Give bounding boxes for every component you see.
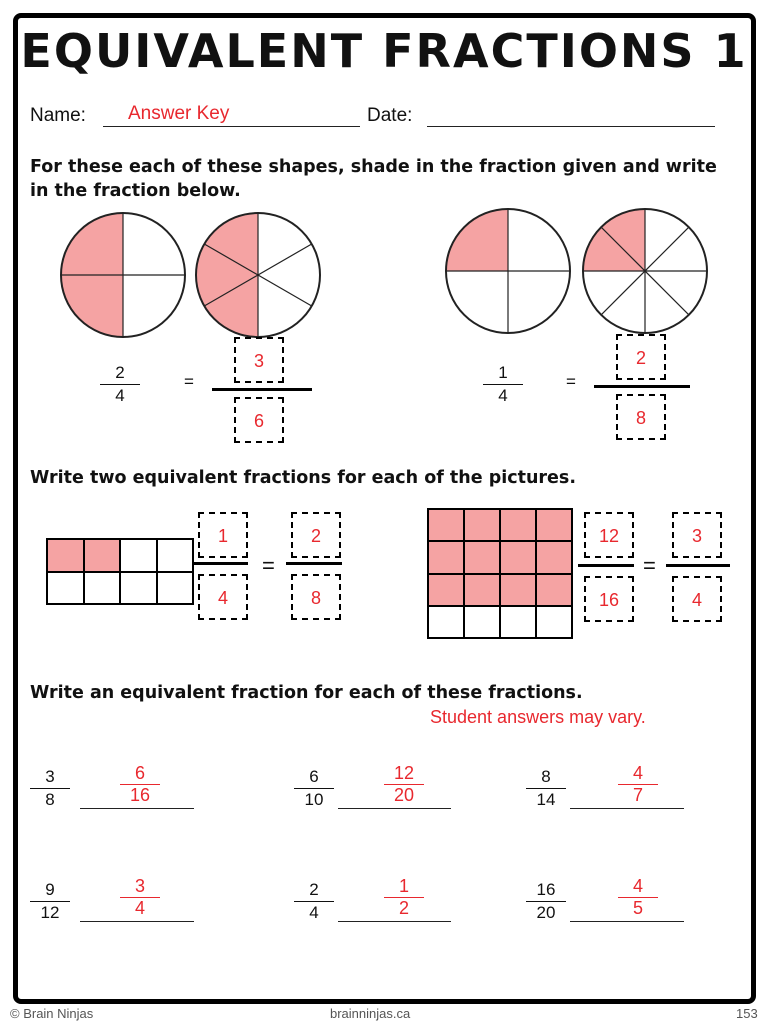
circle-fourths bbox=[61, 213, 185, 337]
given-denominator: 4 bbox=[498, 386, 508, 405]
question-denominator: 10 bbox=[304, 790, 324, 809]
answer-fraction bbox=[384, 876, 424, 919]
question-numerator: 16 bbox=[526, 879, 566, 902]
question-fraction bbox=[294, 879, 334, 924]
question-denominator: 8 bbox=[45, 790, 55, 809]
given-numerator: 2 bbox=[100, 362, 140, 385]
answer-denominator-box[interactable]: 4 bbox=[672, 576, 722, 622]
circle-quarter bbox=[446, 209, 570, 333]
given-fraction bbox=[100, 362, 140, 407]
square-sixteenths bbox=[427, 508, 573, 639]
given-fraction bbox=[483, 362, 523, 407]
answer-numerator-box[interactable]: 2 bbox=[616, 334, 666, 380]
answer-numerator-box[interactable]: 2 bbox=[291, 512, 341, 558]
circles-quarter-eighths bbox=[440, 204, 720, 339]
fraction-bar bbox=[192, 562, 248, 565]
answer-denominator-box[interactable]: 6 bbox=[234, 397, 284, 443]
question-fraction bbox=[294, 766, 334, 811]
answer-fraction bbox=[120, 876, 160, 919]
answer-denominator-box[interactable]: 8 bbox=[616, 394, 666, 440]
question-denominator: 14 bbox=[536, 790, 556, 809]
fraction-bar bbox=[212, 388, 312, 391]
question-numerator: 9 bbox=[30, 879, 70, 902]
question-fraction bbox=[30, 879, 70, 924]
footer-copyright: © Brain Ninjas bbox=[10, 1006, 94, 1021]
fraction-bar bbox=[578, 564, 634, 567]
section2-instruction: Write two equivalent fractions for each of the pictures. bbox=[30, 468, 576, 488]
footer-website[interactable]: brainninjas.ca bbox=[330, 1006, 411, 1021]
fraction-bar bbox=[594, 385, 690, 388]
answer-denominator: 2 bbox=[398, 898, 409, 918]
answer-numerator: 4 bbox=[618, 876, 658, 898]
equals-sign: = bbox=[262, 553, 275, 578]
question-numerator: 8 bbox=[526, 766, 566, 789]
question-denominator: 20 bbox=[536, 903, 556, 922]
name-value: Answer Key bbox=[128, 103, 230, 124]
answer-fraction bbox=[618, 876, 658, 919]
answer-numerator: 12 bbox=[384, 763, 424, 785]
answer-denominator-box[interactable]: 16 bbox=[584, 576, 634, 622]
fraction-bar bbox=[286, 562, 342, 565]
section3-instruction: Write an equivalent fraction for each of these fractions. bbox=[30, 683, 583, 703]
answer-numerator: 1 bbox=[384, 876, 424, 898]
equals-sign: = bbox=[184, 372, 194, 391]
answer-denominator-box[interactable]: 4 bbox=[198, 574, 248, 620]
section1-instruction: For these each of these shapes, shade in the fraction given and write in the fraction below. bbox=[30, 157, 717, 201]
question-fraction bbox=[526, 766, 566, 811]
answer-denominator-box[interactable]: 8 bbox=[291, 574, 341, 620]
answer-denominator: 7 bbox=[632, 785, 643, 805]
answer-numerator: 3 bbox=[120, 876, 160, 898]
question-numerator: 2 bbox=[294, 879, 334, 902]
given-denominator: 4 bbox=[115, 386, 125, 405]
answer-numerator-box[interactable]: 12 bbox=[584, 512, 634, 558]
page-title: EQUIVALENT FRACTIONS 1 bbox=[20, 24, 748, 78]
date-field[interactable] bbox=[427, 104, 715, 127]
answer-denominator: 16 bbox=[129, 785, 151, 805]
answer-numerator-box[interactable]: 3 bbox=[234, 337, 284, 383]
answers-note: Student answers may vary. bbox=[430, 707, 646, 727]
answer-numerator: 6 bbox=[120, 763, 160, 785]
fraction-bar bbox=[666, 564, 730, 567]
name-label: Name: bbox=[30, 105, 86, 126]
answer-denominator: 20 bbox=[393, 785, 415, 805]
rectangle-eighths bbox=[46, 538, 194, 605]
answer-numerator-box[interactable]: 1 bbox=[198, 512, 248, 558]
answer-fraction bbox=[618, 763, 658, 806]
answer-numerator: 4 bbox=[618, 763, 658, 785]
answer-fraction bbox=[384, 763, 424, 806]
answer-fraction bbox=[120, 763, 160, 806]
question-denominator: 12 bbox=[40, 903, 60, 922]
given-numerator: 1 bbox=[483, 362, 523, 385]
answer-denominator: 5 bbox=[632, 898, 643, 918]
equals-sign: = bbox=[566, 372, 576, 391]
question-denominator: 4 bbox=[309, 903, 319, 922]
answer-numerator-box[interactable]: 3 bbox=[672, 512, 722, 558]
question-numerator: 6 bbox=[294, 766, 334, 789]
question-fraction bbox=[526, 879, 566, 924]
circle-eighths bbox=[583, 209, 707, 333]
equals-sign: = bbox=[643, 553, 656, 578]
question-fraction bbox=[30, 766, 70, 811]
question-numerator: 3 bbox=[30, 766, 70, 789]
answer-denominator: 4 bbox=[134, 898, 145, 918]
circle-sixths bbox=[196, 213, 320, 337]
date-label: Date: bbox=[367, 105, 413, 126]
page-number: 153 bbox=[736, 1006, 758, 1021]
circles-halves-sixths bbox=[55, 208, 325, 343]
